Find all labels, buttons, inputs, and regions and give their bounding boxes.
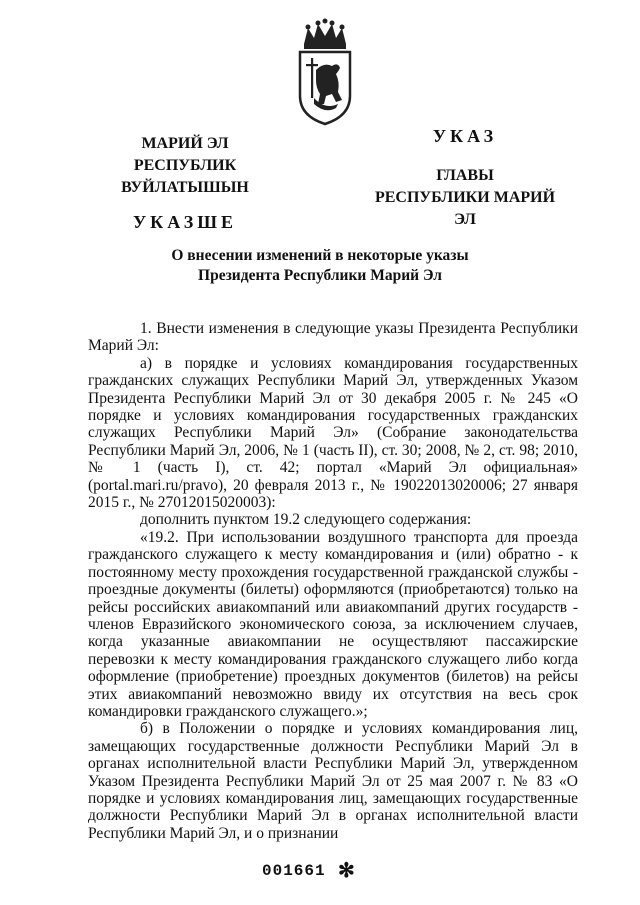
paragraph-19-2: «19.2. При использовании воздушного транспорта для проезда гражданского служащего к месту командирования и (или) обратно - к постоянному месту прохождения государственной гражданской службы - проездные документы (билеты) оформляются (приобретаются) только на рейсы российских авиакомпаний или авиакомпаний других государств - членов Евразийского экономического союза, за исключением случаев, когда указанные авиакомпании не осуществляют пассажирские перевозки к месту командирования гражданского служащего либо когда оформление (приобретение) проездных документов (билетов) на рейсы этих авиакомпаний невозможно ввиду их отсутствия на весь срок командировки гражданского служащего.»; bbox=[88, 528, 578, 720]
asterisk-mark: ✻ bbox=[338, 860, 355, 882]
paragraph-add: дополнить пунктом 19.2 следующего содержания: bbox=[140, 511, 472, 529]
document-number: 001661 bbox=[262, 862, 326, 880]
subject-line1: О внесении изменений в некоторые указы bbox=[171, 247, 469, 264]
header-right-line2: ГЛАВЫ bbox=[436, 167, 494, 184]
header-right-line1: УКАЗ bbox=[432, 126, 498, 146]
header-left-line3: УКАЗШЕ bbox=[132, 212, 238, 232]
header-left-line2: ВУЙЛАТЫШЫН bbox=[121, 179, 249, 196]
header-left-line1: МАРИЙ ЭЛ РЕСПУБЛИК bbox=[133, 135, 237, 174]
paragraph-1: 1. Внести изменения в следующие указы Президента Республики Марий Эл: bbox=[88, 320, 578, 355]
header-marij-title bbox=[95, 133, 275, 233]
paragraph-a: а) в порядке и условиях командирования государственных гражданских служащих Республики Марий Эл, утвержденных Указом Президента Республики Марий Эл от 30 декабря 2005 г. № 245 «О порядке и условиях командирования государственных гражданских служащих Республики Марий Эл» (Собрание законодательства Республики Марий Эл, 2006, № 1 (часть II), ст. 30; 2008, № 2, ст. 98; 2010, № 1 (часть I), ст. 42; портал «Марий Эл официальная» (portal.mari.ru/pravo), 20 февраля 2013 г., № 19022013020006; 27 января 2015 г., № 27012015020003): bbox=[88, 354, 578, 512]
document-subject bbox=[60, 246, 580, 286]
coat-of-arms-icon bbox=[294, 18, 356, 126]
subject-line2: Президента Республики Марий Эл bbox=[198, 267, 442, 284]
paragraph-b: б) в Положении о порядке и условиях командирования лиц, замещающих государственные должности Республики Марий Эл в органах исполнительной власти Республики Марий Эл, утвержденном Указом Президента Республики Марий Эл от 25 мая 2007 г. № 83 «О порядке и условиях командирования лиц, замещающих государственные должности Республики Марий Эл в органах исполнительной власти Республики Марий Эл, и о признании bbox=[88, 720, 578, 842]
header-russian-title bbox=[365, 125, 565, 231]
document-body bbox=[88, 320, 578, 842]
header-right-line3: РЕСПУБЛИКИ МАРИЙ ЭЛ bbox=[374, 189, 556, 228]
